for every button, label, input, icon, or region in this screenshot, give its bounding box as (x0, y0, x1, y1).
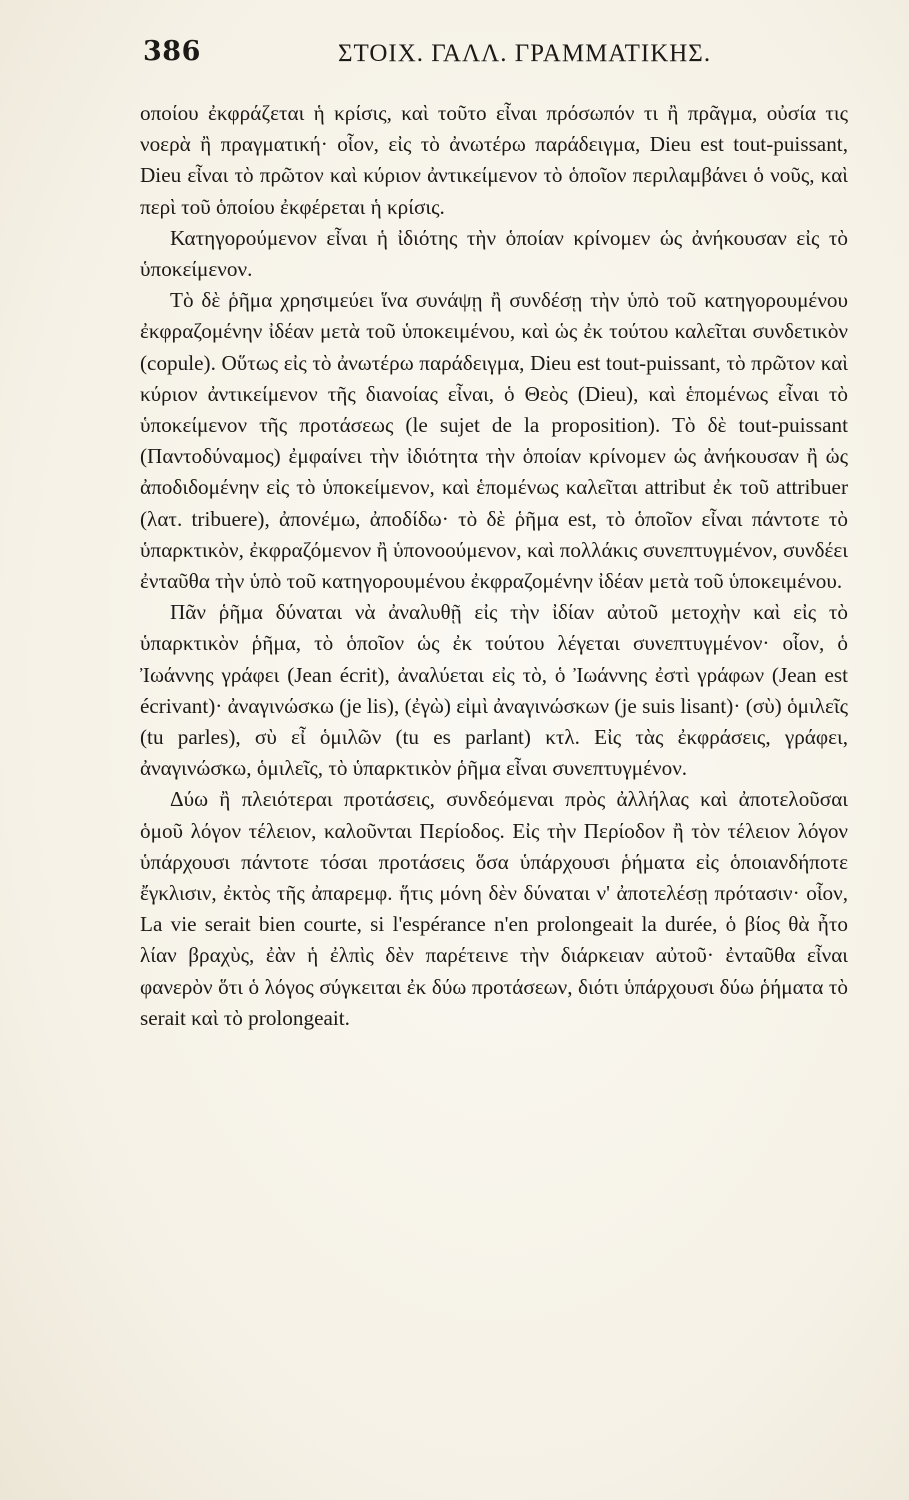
page-header (143, 36, 843, 80)
page-number: 386 (143, 36, 201, 67)
body-text (140, 98, 848, 1034)
paragraph-period: Δύω ἢ πλειότεραι προτάσεις, συνδεόμεναι πρὸς ἀλλήλας καὶ ἀποτελοῦσαι ὁμοῦ λόγον τέλειον, καλοῦνται Περίοδος. Εἰς τὴν Περίοδον ἢ τὸν τέλειον λόγον ὑπάρχουσι πάντοτε τόσαι προτάσεις ὅσα ὑπάρχουσι ῥήματα εἰς ὁποιανδήποτε ἔγκλισιν, ἐκτὸς τῆς ἀπαρεμφ. ἥτις μόνη δὲν δύναται ν' ἀποτελέσῃ πρότασιν· οἷον, La vie serait bien courte, si l'espérance n'en prolongeait la durée, ὁ βίος θὰ ἦτο λίαν βραχὺς, ἐὰν ἡ ἐλπὶς δὲν παρέτεινε τὴν διάρκειαν αὐτοῦ· ἐνταῦθα εἶναι φανερὸν ὅτι ὁ λόγος σύγκειται ἐκ δύω προτάσεων, διότι ὑπάρχουσι δύω ῥήματα τὸ serait καὶ τὸ prolongeait. (140, 787, 848, 1030)
paragraph-copula: Τὸ δὲ ῥῆμα χρησιμεύει ἵνα συνάψῃ ἢ συνδέσῃ τὴν ὑπὸ τοῦ κατηγορουμένου ἐκφραζομένην ἰδέαν μετὰ τοῦ ὑποκειμένου, καὶ ὡς ἐκ τούτου καλεῖται συνδετικὸν (copule). Οὕτως εἰς τὸ ἀνωτέρω παράδειγμα, Dieu est tout-puissant, τὸ πρῶτον καὶ κύριον ἀντικείμενον τῆς διανοίας εἶναι, ὁ Θεὸς (Dieu), καὶ ἑπομένως εἶναι τὸ ὑποκείμενον τῆς προτάσεως (le sujet de la proposition). Τὸ δὲ tout-puissant (Παντοδύναμος) ἐμφαίνει τὴν ἰδιότητα τὴν ὁποίαν κρίνομεν ὡς ἀνήκουσαν ἢ ὡς ἀποδιδομένην εἰς τὸ ὑποκείμενον, καὶ ἑπομένως καλεῖται attribut ἐκ τοῦ attribuer (λατ. tribuere), ἀπονέμω, ἀποδίδω· τὸ δὲ ῥῆμα est, τὸ ὁποῖον εἶναι πάντοτε τὸ ὑπαρκτικὸν, ἐκφραζόμενον ἢ ὑπονοούμενον, καὶ πολλάκις συνεπτυγμένον, συνδέει ἐνταῦθα τὴν ὑπὸ τοῦ κατηγορουμένου ἐκφραζομένην ἰδέαν μετὰ τοῦ ὑποκειμένου. (140, 288, 848, 594)
paragraph-verb-analysis: Πᾶν ῥῆμα δύναται νὰ ἀναλυθῇ εἰς τὴν ἰδίαν αὐτοῦ μετοχὴν καὶ εἰς τὸ ὑπαρκτικὸν ῥῆμα, τὸ ὁποῖον ὡς ἐκ τούτου λέγεται συνεπτυγμένον· οἷον, ὁ Ἰωάννης γράφει (Jean écrit), ἀναλύεται εἰς τὸ, ὁ Ἰωάννης ἐστὶ γράφων (Jean est écrivant)· ἀναγινώσκω (je lis), (ἐγὼ) εἰμὶ ἀναγινώσκων (je suis lisant)· (σὺ) ὁμιλεῖς (tu parles), σὺ εἶ ὁμιλῶν (tu es parlant) κτλ. Εἰς τὰς ἐκφράσεις, γράφει, ἀναγινώσκω, ὁμιλεῖς, τὸ ὑπαρκτικὸν ῥῆμα εἶναι συνεπτυγμένον. (140, 600, 848, 781)
paragraph-subject-continuation: οποίου ἐκφράζεται ἡ κρίσις, καὶ τοῦτο εἶναι πρόσωπόν τι ἢ πρᾶγμα, οὐσία τις νοερὰ ἢ πραγματική· οἷον, εἰς τὸ ἀνωτέρω παράδειγμα, Dieu est tout-puissant, Dieu εἶναι τὸ πρῶτον καὶ κύριον ἀντικείμενον τὸ ὁποῖον περιλαμβάνει ὁ νοῦς, καὶ περὶ τοῦ ὁποίου ἐκφέρεται ἡ κρίσις. (140, 101, 848, 219)
paragraph-predicate: Κατηγορούμενον εἶναι ἡ ἰδιότης τὴν ὁποίαν κρίνομεν ὡς ἀνήκουσαν εἰς τὸ ὑποκείμενον. (140, 225, 848, 282)
running-head: ΣΤΟΙΧ. ΓΑΛΛ. ΓΡΑΜΜΑΤΙΚΗΣ. (338, 40, 712, 67)
